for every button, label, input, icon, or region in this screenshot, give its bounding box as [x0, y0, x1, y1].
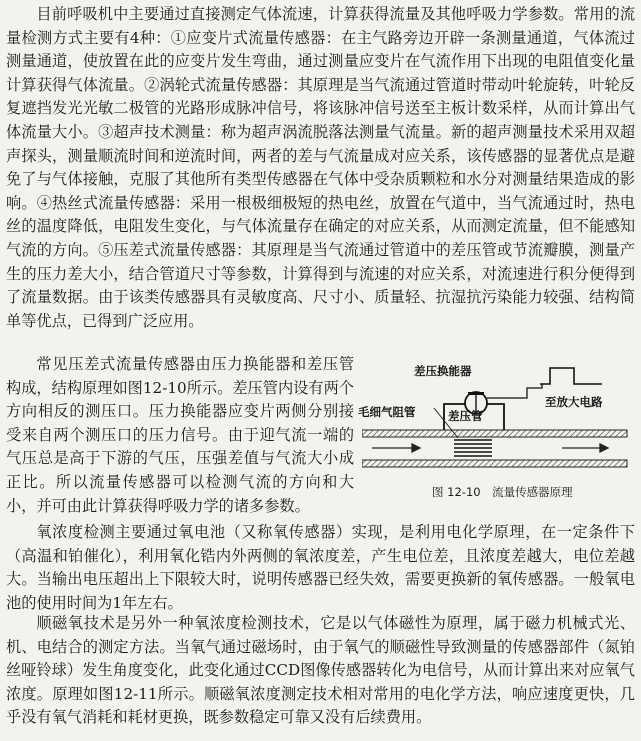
figure-caption: 图 12-10 流量传感器原理: [432, 485, 573, 499]
pulse-waveform: [540, 368, 602, 384]
capillary-tube-lines: [454, 440, 492, 456]
label-capillary-resistor: 毛细气阻管: [358, 405, 416, 419]
label-pressure-transducer: 差压换能器: [414, 364, 472, 378]
pipe-wall-top: [362, 430, 627, 437]
label-diff-pressure-tube: 差压管: [448, 409, 483, 423]
paragraph-oxygen-cell: 氧浓度检测主要通过氧电池（又称氧传感器）实现，是利用电化学原理，在一定条件下（高温和铂催化），利用氧化锆内外两侧的氧浓度差，产生电位差，且浓度差越大，电位差越大。当输出电压超出上下限较大时，说明传感器已经失效，需要更换新的氧传感器。一般氧电池的使用时间为1年左右。: [6, 523, 635, 612]
flow-arrow-right: [562, 444, 608, 452]
paragraph-paramagnetic-oxygen: 顺磁氧技术是另外一种氧浓度检测技术，它是以气体磁性为原理，属于磁力机械式光、机、电结合的测定方法。当氧气通过磁场时，由于氧气的顺磁性导致测量的传感器部件（氮铂丝哑铃球）发生角度变化，此变化通过CCD图像传感器转化为电信号，从而计算出来对应氧气浓度。原理如图12-11所示。顺磁氧浓度测定技术相对常用的电化学方法，响应速度更快，几乎没有氧气消耗和耗材更换，既参数稳定可靠又没有后续费用。: [6, 614, 635, 727]
figure-flow-sensor-principle: [358, 356, 637, 516]
flow-arrow-left: [372, 444, 420, 452]
label-to-amplifier: 至放大电路: [545, 395, 603, 409]
signal-line: [487, 384, 542, 398]
paragraph-flow-sensor-types: 目前呼吸机中主要通过直接测定气体流速，计算获得流量及其他呼吸力学参数。常用的流量检测方式主要有4种：①应变片式流量传感器：在主气路旁边开辟一条测量通道，气体流过测量通道，使放置在此的应变片发生弯曲，通过测量应变片在气流作用下出现的电阻值变化量计算获得气体流量。②涡轮式流量传感器：其原理是当气流通过管道时带动叶轮旋转，叶轮反复遮挡发光光敏二极管的光路形成脉冲信号，将该脉冲信号送至主板计数采样，从而计算出气体流量大小。③超声技术测量：称为超声涡流脱落法测量气流量。新的超声测量技术采用双超声探头，测量顺流时间和逆流时间，两者的差与气流量成对应关系，该传感器的显著优点是避免了与气体接触，克服了其他所有类型传感器在气体中受杂质颗粒和水分对测量结果造成的影响。④热丝式流量传感器：采用一根极细极短的热电丝，放置在气道中，当气流通过时，热电丝的温度降低，电阻发生变化，与气体流量存在确定的对应关系，从而测定流量，但不能感知气流的方向。⑤压差式流量传感器：其原理是当气流通过管道中的差压管或节流瓣膜，测量产生的压力差大小，结合管道尺寸等参数，计算得到与流速的对应关系，对流速进行积分便得到了流量数据。由于该类传感器具有灵敏度高、尺寸小、质量轻、抗湿抗污染能力较强、结构简单等优点，已得到广泛应用。: [6, 5, 635, 330]
paragraph-differential-pressure-sensor: 常见压差式流量传感器由压力换能器和差压管构成，结构原理如图12-10所示。差压管内设有两个方向相反的测压口。压力换能器应变片两侧分别接受来自两个测压口的压力信号。由于迎气流一端的气压总是高于下游的气压，压强差值与气流大小成正比。所以流量传感器可以检测气流的方向和大小，并可由此计算获得呼吸力学的诸多参数。: [6, 355, 354, 515]
pipe-wall-bottom: [362, 460, 627, 467]
